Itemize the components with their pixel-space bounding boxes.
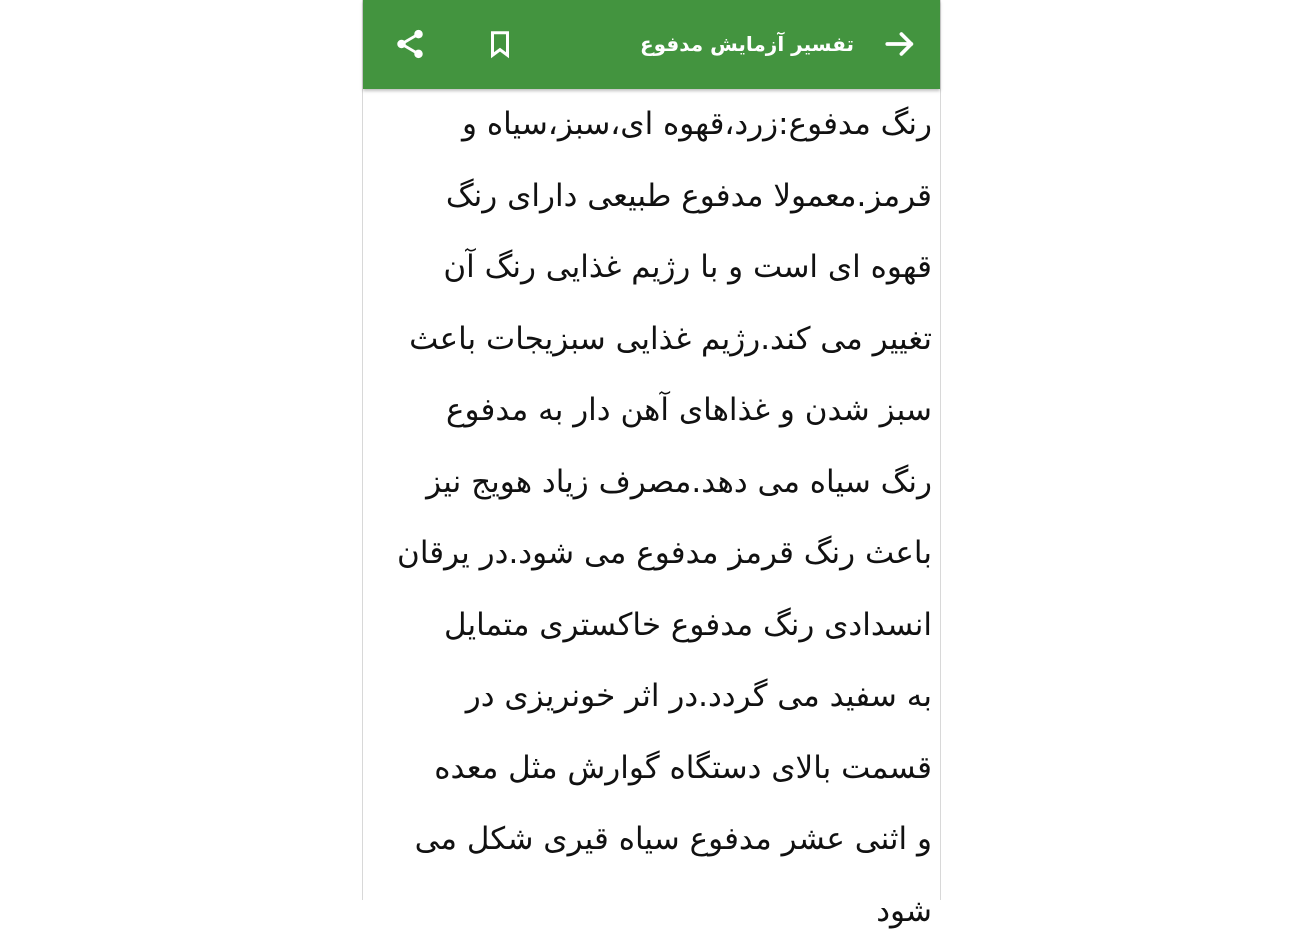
text-line: تغییر می کند.رژیم غذایی سبزیجات باعث — [385, 304, 932, 376]
text-line: قهوه ای است و با رژیم غذایی رنگ آن — [385, 232, 932, 304]
text-line: قرمز.معمولا مدفوع طبیعی دارای رنگ — [385, 161, 932, 233]
app-bar — [363, 0, 940, 89]
text-line: به سفید می گردد.در اثر خونریزی در — [385, 661, 932, 733]
text-line: شود — [385, 876, 932, 947]
share-icon — [393, 27, 427, 61]
text-line: و اثنی عشر مدفوع سیاه قیری شکل می — [385, 804, 932, 876]
text-line: رنگ مدفوع:زرد،قهوه ای،سبز،سیاه و — [385, 89, 932, 161]
article-text — [363, 89, 940, 947]
bookmark-icon — [485, 28, 515, 60]
back-button[interactable] — [880, 24, 920, 64]
arrow-forward-icon — [883, 27, 917, 61]
text-line: قسمت بالای دستگاه گوارش مثل معده — [385, 733, 932, 805]
text-line: رنگ سیاه می دهد.مصرف زیاد هویج نیز — [385, 447, 932, 519]
share-button[interactable] — [390, 24, 430, 64]
page-title: تفسیر آزمایش مدفوع — [640, 28, 854, 60]
text-line: انسدادی رنگ مدفوع خاکستری متمایل — [385, 590, 932, 662]
text-line: سبز شدن و غذاهای آهن دار به مدفوع — [385, 375, 932, 447]
bookmark-button[interactable] — [480, 24, 520, 64]
text-line: باعث رنگ قرمز مدفوع می شود.در یرقان — [385, 518, 932, 590]
phone-screen — [362, 0, 941, 900]
content-area[interactable] — [363, 89, 940, 900]
